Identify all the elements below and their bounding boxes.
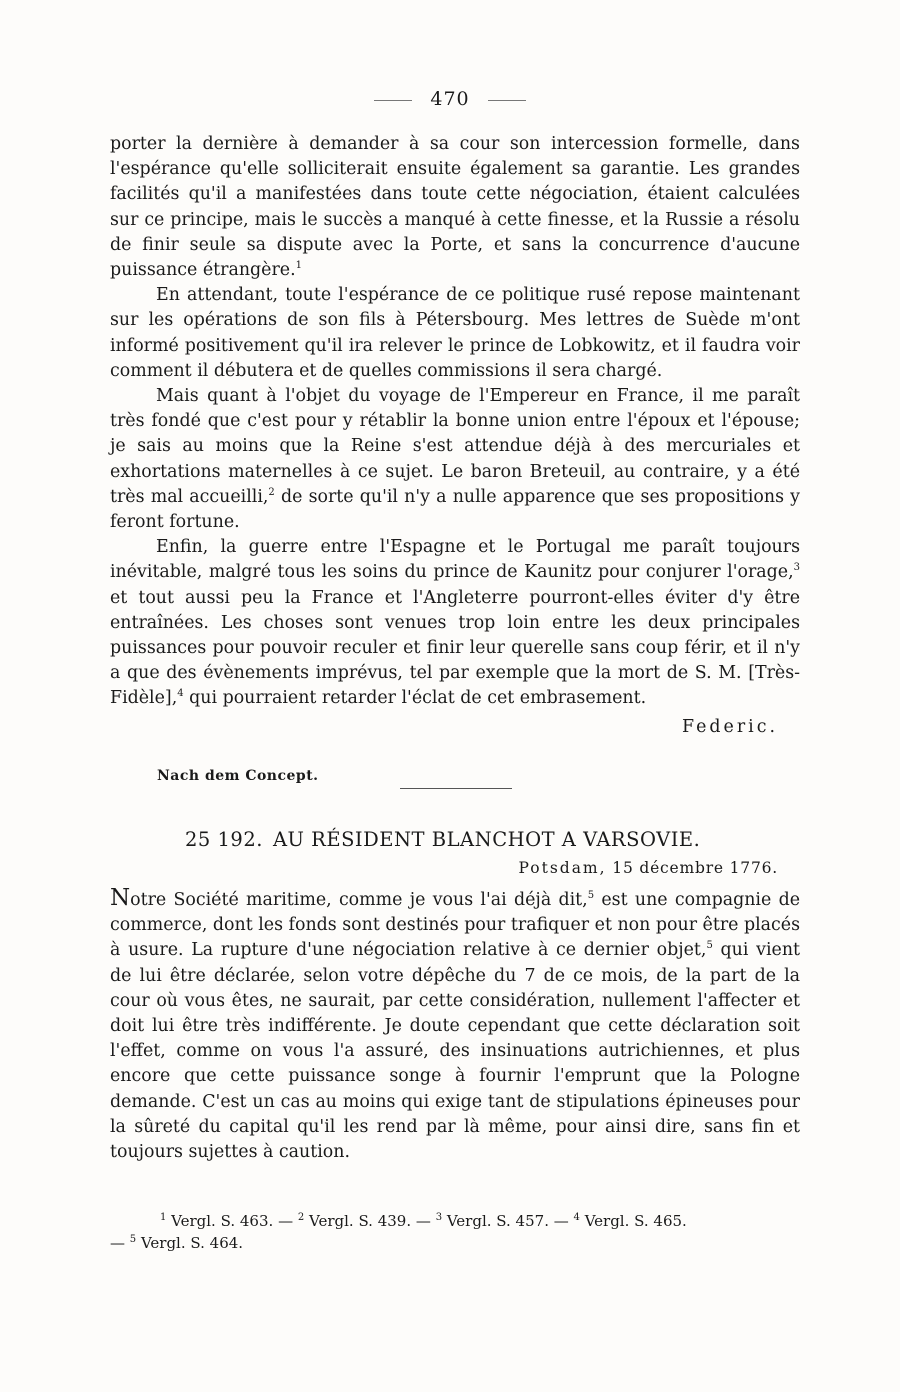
footnote-mark: 1	[160, 1212, 167, 1223]
letter-number: 25 192.	[185, 828, 263, 851]
paragraph	[110, 384, 800, 535]
footnote-dash: —	[415, 1212, 431, 1230]
footnote-mark: 4	[177, 688, 184, 700]
section-separator	[400, 788, 512, 789]
body-text-top	[110, 132, 800, 737]
paragraph-text: est une compagnie de commerce, dont les fonds sont destinés pour trafiquer et non pour être placés à usure. La rupture d'une négociation relative à ce dernier objet,	[110, 890, 800, 961]
footnotes	[110, 1210, 810, 1254]
paragraph-text: porter la dernière à demander à sa cour son intercession formelle, dans l'espérance qu'elle solliciterait ensuite également sa garantie. Les grandes facilités qu'il a manifestées dans toute cette négociation, étaient calculées sur ce principe, mais le succès a manqué à cette finesse, et la Russie a résolu de finir seule sa dispute avec la Porte, et sans la concurrence d'aucune puissance étrangère.	[110, 134, 800, 281]
footnote-dash: —	[110, 1234, 125, 1252]
footnote-dash: —	[553, 1212, 569, 1230]
footnote-mark: 5	[587, 890, 595, 902]
paragraph-text: Mais quant à l'objet du voyage de l'Empereur en France, il me paraît très fondé que c'est pour y rétablir la bonne union entre l'époux et l'épouse; je sais au moins que la Reine s'est attendue déjà à des mercuriales et exhortations maternelles à ce sujet. Le baron Breteuil, au contraire, y a été très mal accueilli,	[110, 386, 800, 507]
footnote-mark: 5	[129, 1234, 137, 1245]
footnote-text: Vergl. S. 457.	[446, 1212, 549, 1230]
dateline-date: 15 décembre 1776.	[612, 859, 778, 877]
paragraph-text: En attendant, toute l'espérance de ce politique rusé repose maintenant sur les opérations de son fils à Pétersbourg. Mes lettres de Suède m'ont informé positivement qu'il ira relever le prince de Lobkowitz, et il faudra voir comment il débutera et de quelles commissions il sera chargé.	[110, 285, 800, 381]
paragraph-text: de sorte qu'il n'y a nulle apparence que ses propositions y feront fortune.	[110, 486, 800, 533]
footnote-mark: 4	[573, 1212, 580, 1223]
footnote-line	[160, 1210, 810, 1232]
paragraph-text: otre Société maritime, comme je vous l'ai déjà dit,	[130, 890, 588, 910]
paragraph-continuation	[110, 132, 800, 283]
footnote-mark: 5	[706, 940, 713, 952]
footnote-text: Vergl. S. 463.	[171, 1212, 274, 1230]
signature-row	[110, 712, 800, 737]
letter-title: AU RÉSIDENT BLANCHOT A VARSOVIE.	[272, 828, 701, 851]
drop-cap: N	[110, 885, 131, 911]
paragraph-text: qui vient de lui être déclarée, selon votre dépêche du 7 de ce mois, de la part de la cour où vous êtes, ne saurait, par cette considération, nullement l'affecter et doit lui être très indifférente. Je doute cependant que cette déclaration soit l'effet, comme on vous l'a assuré, des insinuations autrichiennes, et plus encore que cette puissance songe à fournir l'emprunt que la Pologne demande. C'est un cas au moins qui exige tant de stipulations épineuses pour la sûreté du capital qu'il les rend par là même, pour ainsi dire, sans fin et toujours sujettes à caution.	[110, 940, 801, 1163]
footnote-mark: 3	[793, 562, 800, 574]
letter-heading	[185, 828, 785, 851]
footnote-text: Vergl. S. 464.	[140, 1234, 244, 1252]
page-number-rule-right	[488, 100, 526, 101]
paragraph	[110, 886, 800, 1165]
paragraph	[110, 535, 800, 711]
footnote-mark: 1	[295, 260, 302, 272]
dateline-place: Potsdam,	[518, 859, 607, 877]
page-number-rule-left	[374, 100, 412, 101]
footnote-mark: 3	[435, 1212, 443, 1223]
page-number-row	[0, 88, 900, 110]
footnote-line	[110, 1232, 810, 1254]
paragraph	[110, 283, 800, 384]
source-note: Nach dem Concept.	[157, 768, 319, 784]
paragraph-text: et tout aussi peu la France et l'Angleterre pourront-elles éviter d'y être entraînées. Les choses sont venues trop loin entre les deux principales puissances pour pouvoir reculer et finir leur querelle sans coup férir, et il n'y a que des évènements imprévus, tel par exemple que la mort de S. M. [Très-Fidèle],	[110, 587, 800, 709]
footnote-mark: 2	[268, 487, 275, 499]
paragraph-text: Enfin, la guerre entre l'Espagne et le Portugal me paraît toujours inévitable, malgré tous les soins du prince de Kaunitz pour conjurer l'orage,	[110, 537, 800, 583]
dateline	[518, 859, 778, 877]
footnote-text: Vergl. S. 465.	[584, 1212, 687, 1230]
signature: Federic.	[682, 716, 778, 737]
letter-body	[110, 886, 800, 1165]
paragraph-text: qui pourraient retarder l'éclat de cet embrasement.	[189, 688, 647, 709]
footnote-dash: —	[278, 1212, 294, 1230]
footnote-mark: 2	[297, 1212, 305, 1223]
page-number: 470	[430, 88, 470, 110]
footnote-text: Vergl. S. 439.	[309, 1212, 412, 1230]
